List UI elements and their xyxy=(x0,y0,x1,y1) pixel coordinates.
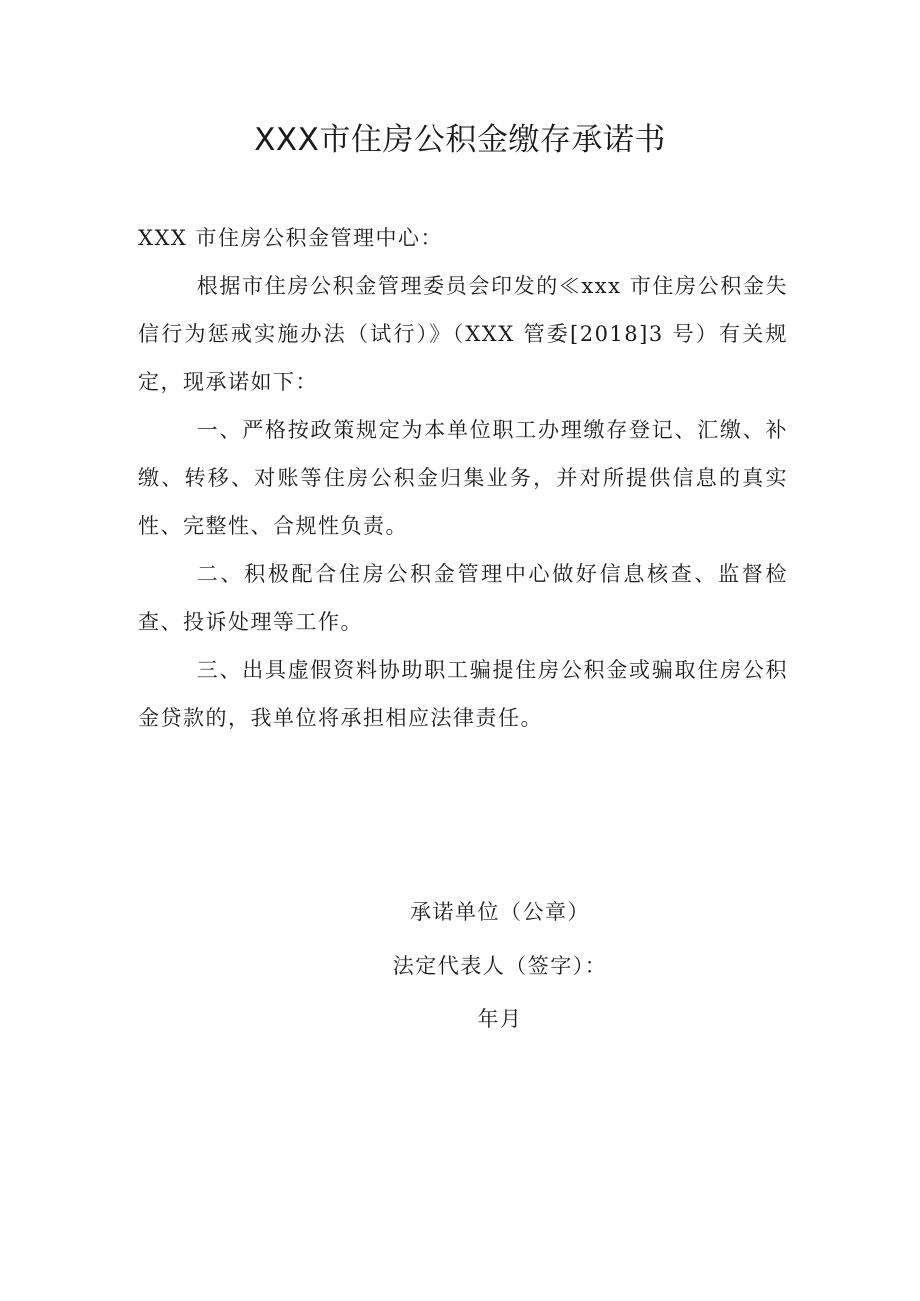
document-title: XXX市住房公积金缴存承诺书 xyxy=(254,122,666,158)
signature-representative: 法定代表人（签字）： xyxy=(392,954,608,978)
paragraph-commitment-2: 二、积极配合住房公积金管理中心做好信息核查、监督检查、投诉处理等工作。 xyxy=(138,562,788,634)
signature-unit: 承诺单位（公章） xyxy=(410,900,590,924)
salutation: XXX 市住房公积金管理中心： xyxy=(138,226,444,250)
paragraph-commitment-3: 三、出具虚假资料协助职工骗提住房公积金或骗取住房公积金贷款的，我单位将承担相应法律责任。 xyxy=(138,658,788,730)
document-body xyxy=(138,214,788,742)
paragraph-commitment-1: 一、严格按政策规定为本单位职工办理缴存登记、汇缴、补缴、转移、对账等住房公积金归集业务，并对所提供信息的真实性、完整性、合规性负责。 xyxy=(138,418,788,538)
signature-date: 年月 xyxy=(477,1007,523,1031)
paragraph-intro: 根据市住房公积金管理委员会印发的≪xxx 市住房公积金失信行为惩戒实施办法（试行）》（XXX 管委[2018]3 号）有关规定，现承诺如下： xyxy=(138,274,788,394)
